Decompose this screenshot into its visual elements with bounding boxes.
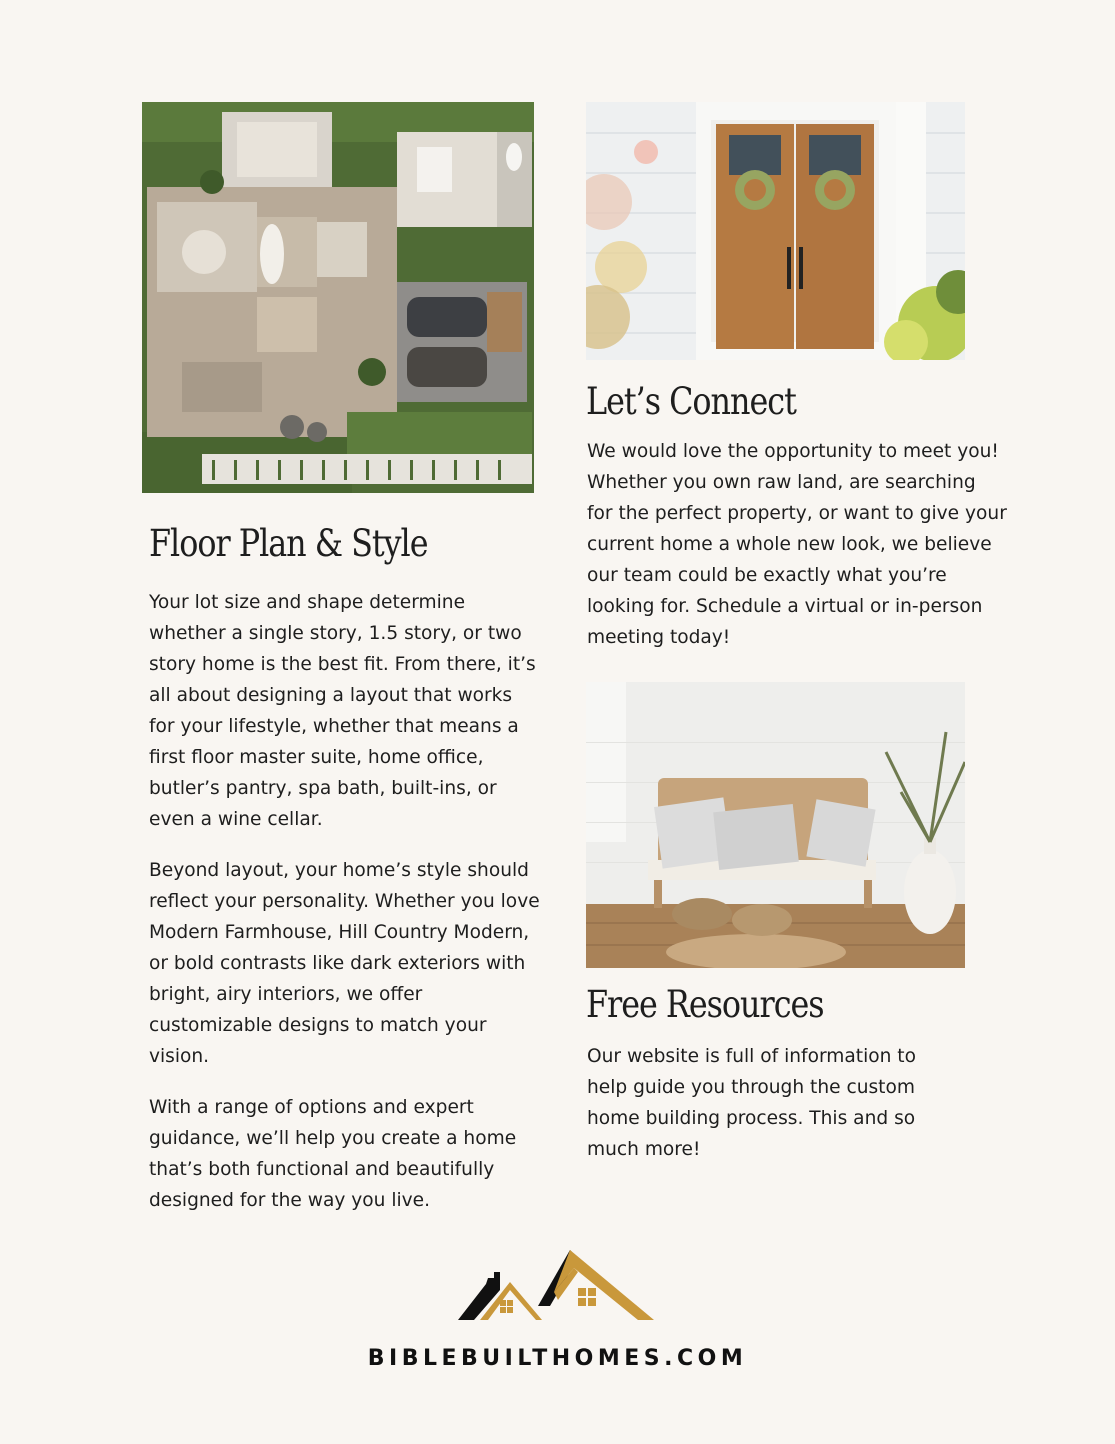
resources-paragraph: Our website is full of information to help guide you through the custom home building process. This and so much more! bbox=[587, 1046, 916, 1160]
floor-plan-paragraph-1: Your lot size and shape determine whether a single story, 1.5 story, or two story home is the best fit. From there, it’s all about designing a layout that works for your lifestyle, whether that means a first floor master suite, home office, butler’s pantry, spa bath, built-ins, or even a wine cellar. bbox=[149, 592, 536, 830]
floor-plan-paragraph-3: With a range of options and expert guidance, we’ll help you create a home that’s both functional and beautifully designed for the way you live. bbox=[149, 1097, 517, 1211]
company-logo bbox=[458, 1248, 656, 1324]
floor-plan-heading: Floor Plan & Style bbox=[149, 522, 428, 565]
resources-heading: Free Resources bbox=[586, 983, 824, 1026]
front-door-image bbox=[586, 102, 965, 360]
entry-bench-image bbox=[586, 682, 965, 968]
logo-window-right bbox=[578, 1288, 596, 1306]
floor-plan-paragraph-2: Beyond layout, your home’s style should reflect your personality. Whether you love Modern Farmhouse, Hill Country Modern, or bold contrasts like dark exteriors with bright, airy interiors, we offer customizable designs to match your vision. bbox=[149, 860, 540, 1067]
floor-plan-image bbox=[142, 102, 534, 493]
logo-window-left bbox=[500, 1300, 513, 1313]
website-url[interactable]: BIBLEBUILTHOMES.COM bbox=[367, 1346, 748, 1371]
logo-black-roof bbox=[458, 1272, 500, 1320]
connect-heading: Let’s Connect bbox=[586, 380, 796, 423]
logo-gold-roof-large bbox=[554, 1250, 654, 1320]
connect-paragraph: We would love the opportunity to meet you! Whether you own raw land, are searching for the perfect property, or want to give your current home a whole new look, we believe our team could be exactly what you’re looking for. Schedule a virtual or in-person meeting today! bbox=[587, 441, 1007, 648]
